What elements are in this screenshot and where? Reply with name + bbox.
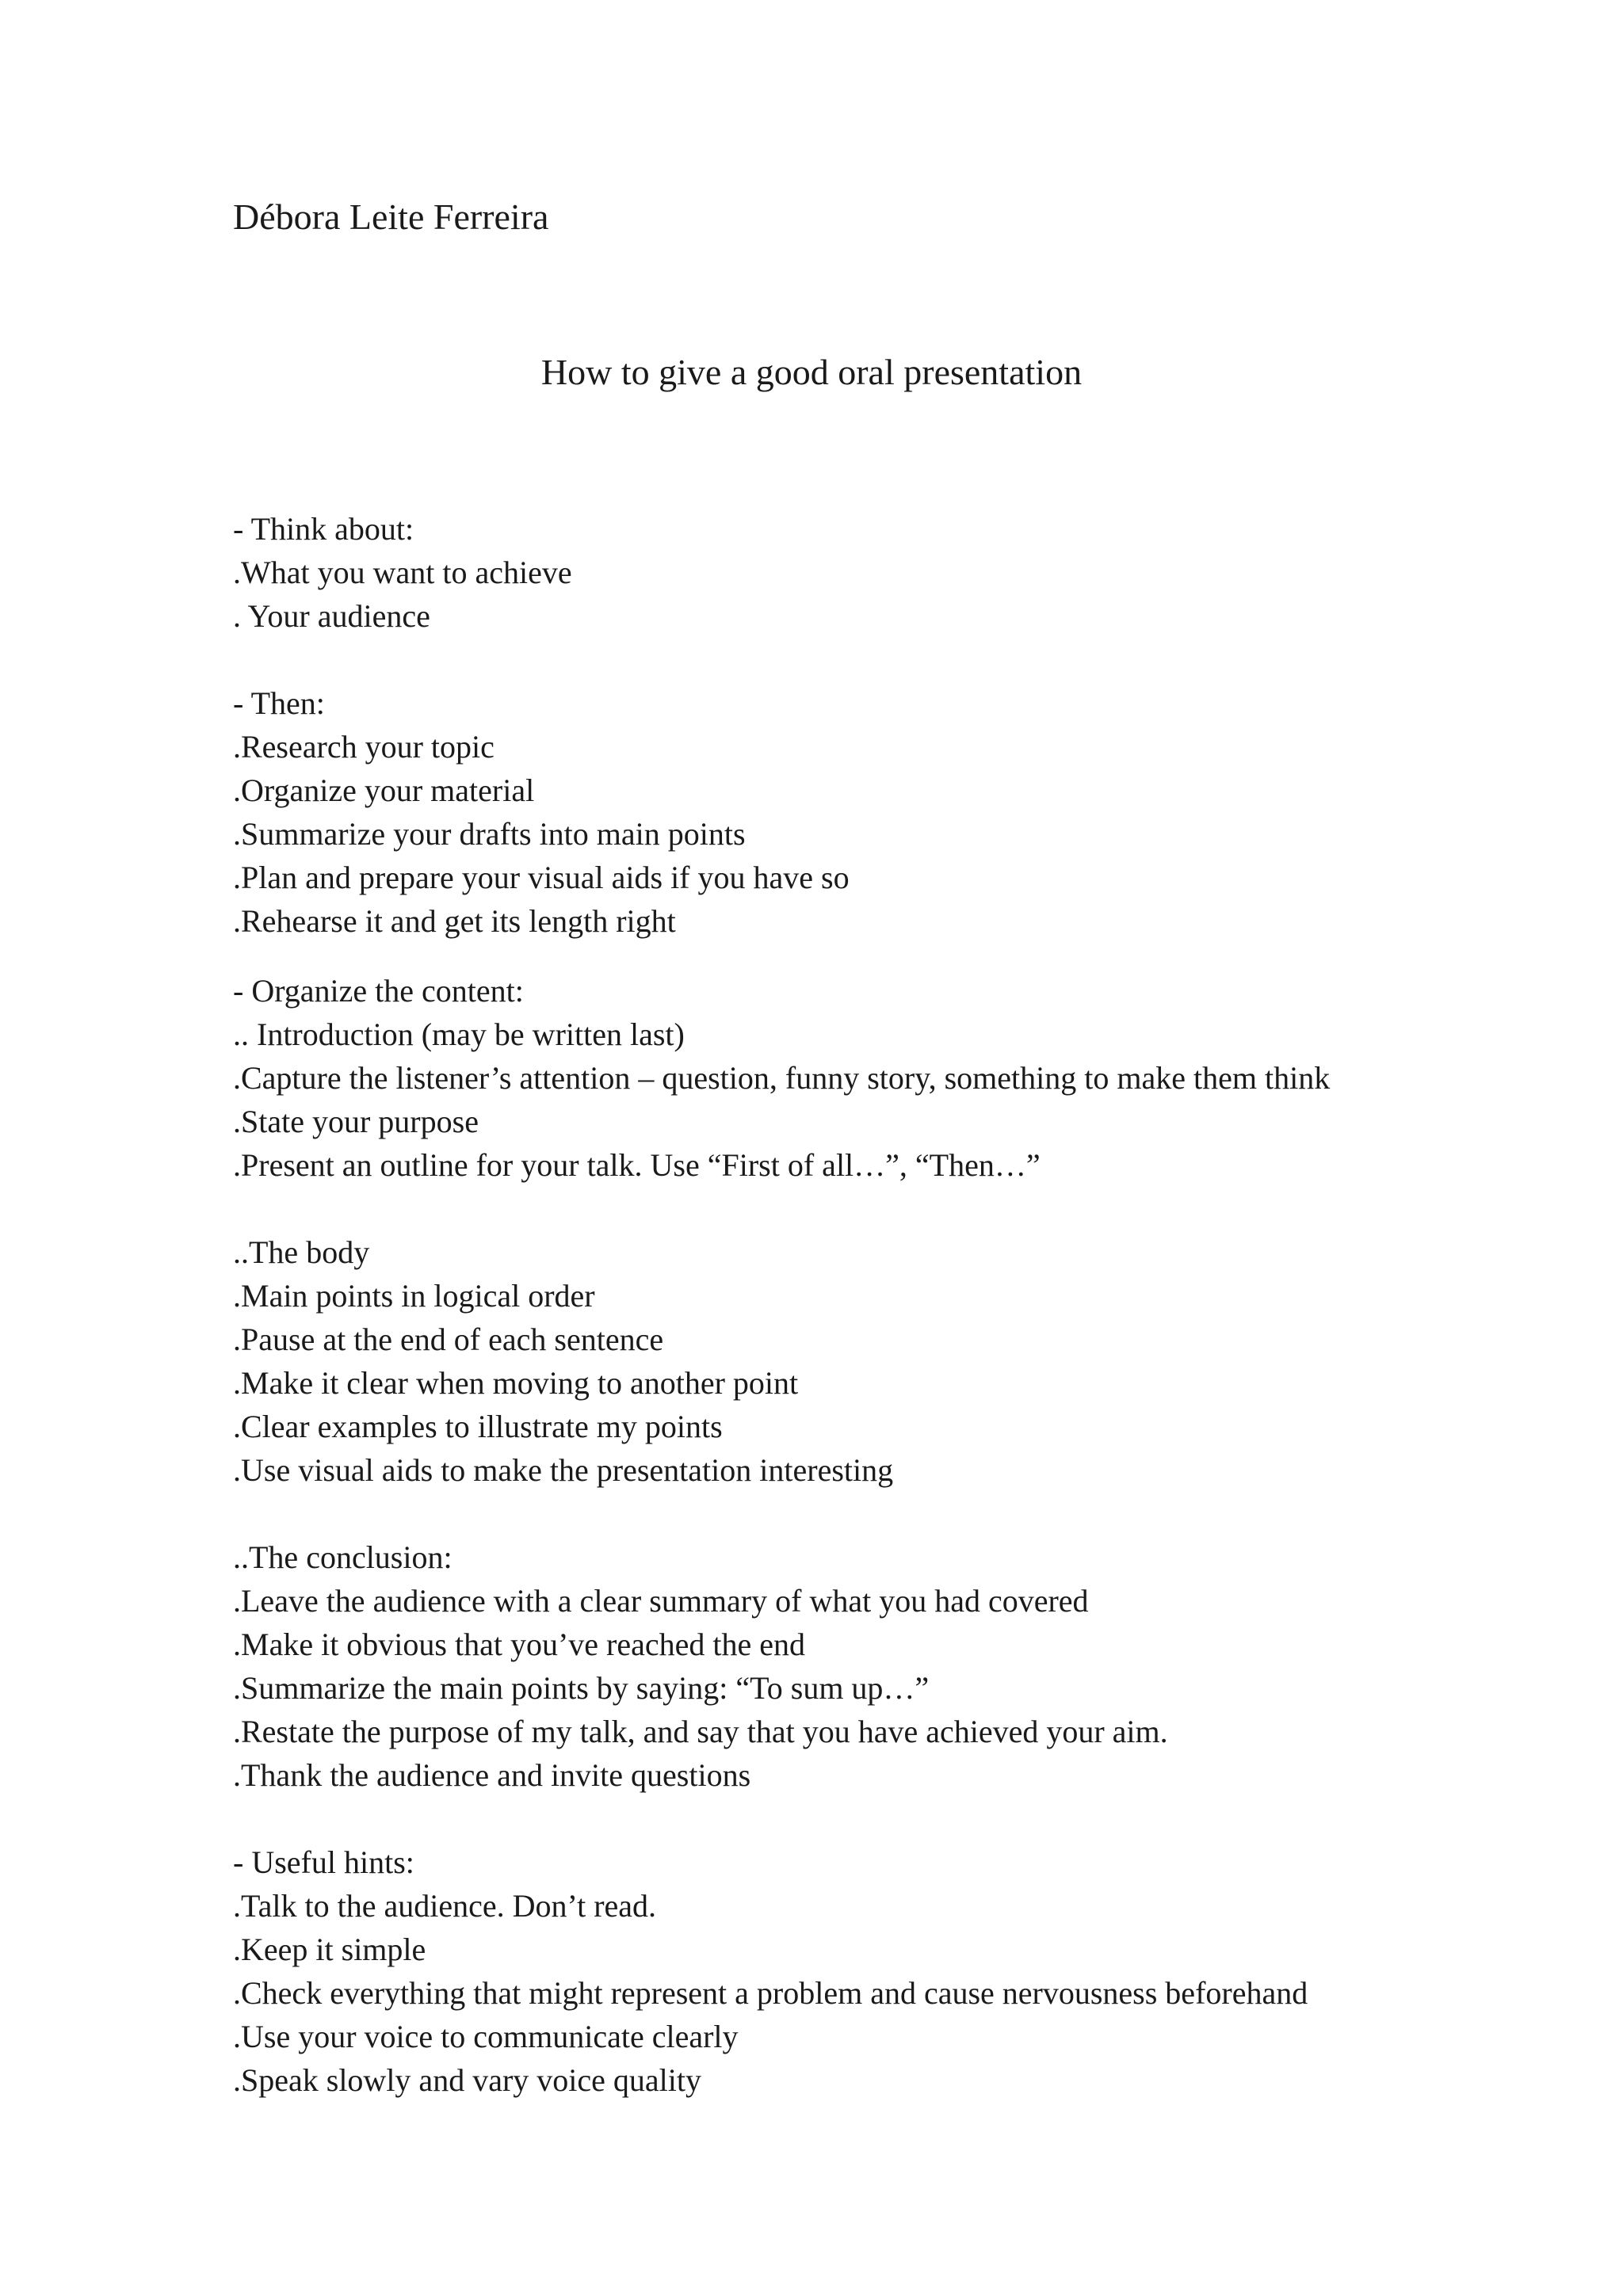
list-item: .Use visual aids to make the presentation interesting [233, 1452, 894, 1488]
spacer [233, 1187, 1580, 1230]
list-item: .State your purpose [233, 1104, 479, 1139]
section-heading-useful-hints: - Useful hints: [233, 1844, 414, 1880]
list-item: .Capture the listener’s attention – question, funny story, something to make them think [233, 1060, 1331, 1096]
list-item: .Use your voice to communicate clearly [233, 2019, 739, 2054]
list-item: .Check everything that might represent a problem and cause nervousness beforehand [233, 1975, 1308, 2011]
list-item: .Summarize the main points by saying: “To sum up…” [233, 1670, 930, 1706]
spacer [233, 1492, 1580, 1535]
list-item: .Pause at the end of each sentence [233, 1322, 664, 1357]
list-item: .Main points in logical order [233, 1278, 595, 1314]
list-item: .Plan and prepare your visual aids if you have so [233, 860, 850, 895]
section-heading-think-about: - Think about: [233, 511, 414, 547]
list-item: .Make it clear when moving to another point [233, 1365, 799, 1401]
list-item: .Present an outline for your talk. Use “First of all…”, “Then…” [233, 1147, 1041, 1183]
list-item: .Talk to the audience. Don’t read. [233, 1888, 657, 1924]
section-heading-organize: - Organize the content: [233, 973, 524, 1009]
list-item: .Organize your material [233, 772, 535, 808]
list-item: .Keep it simple [233, 1932, 426, 1967]
subsection-heading-conclusion: ..The conclusion: [233, 1539, 453, 1575]
section-heading-then: - Then: [233, 685, 325, 721]
list-item: .Summarize your drafts into main points [233, 816, 746, 852]
list-item: .Leave the audience with a clear summary of what you had covered [233, 1583, 1089, 1619]
list-item: .Speak slowly and vary voice quality [233, 2062, 701, 2098]
list-item: .What you want to achieve [233, 555, 572, 590]
document-body [233, 507, 1580, 2102]
list-item: .Make it obvious that you’ve reached the end [233, 1627, 805, 1662]
author-name: Débora Leite Ferreira [233, 196, 549, 237]
subsection-heading-body: ..The body [233, 1234, 370, 1270]
spacer [233, 1797, 1580, 1840]
list-item: .Rehearse it and get its length right [233, 903, 676, 939]
list-item: .Restate the purpose of my talk, and say that you have achieved your aim. [233, 1714, 1168, 1749]
list-item: .Research your topic [233, 729, 495, 765]
subsection-heading-introduction: .. Introduction (may be written last) [233, 1016, 685, 1052]
document-title: How to give a good oral presentation [540, 352, 1083, 392]
spacer [233, 638, 1580, 681]
spacer [233, 943, 1580, 969]
list-item: . Your audience [233, 598, 430, 634]
list-item: .Thank the audience and invite questions [233, 1757, 751, 1793]
list-item: .Clear examples to illustrate my points [233, 1409, 723, 1444]
